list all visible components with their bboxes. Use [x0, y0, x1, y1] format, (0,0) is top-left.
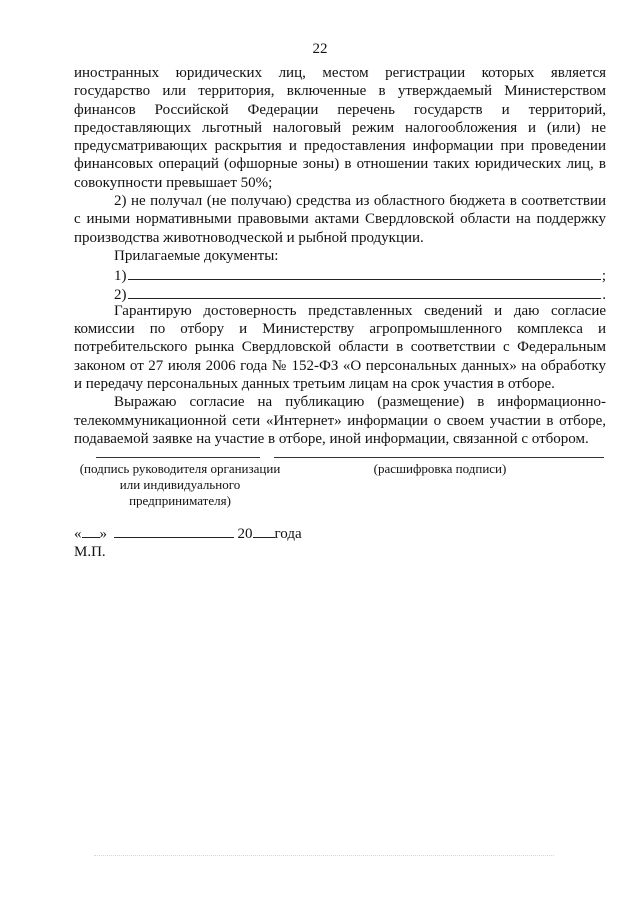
signature-caption: (подпись руководителя организации или индивидуального предпринимателя) — [79, 461, 281, 508]
signature-decoding-caption: (расшифровка подписи) — [373, 461, 507, 476]
year-blank — [253, 524, 275, 538]
date-close-quote: » — [99, 526, 107, 542]
footer-dotted-line — [94, 855, 554, 856]
paragraph-publication-consent: Выражаю согласие на публикацию (размещение) в информационно-телекоммуникационной сети «Интернет» информации о своем участии в отборе, подаваемой заявке на участие в отборе, иной информации, связанной с отбором. — [74, 394, 606, 447]
attachment-ending: ; — [601, 268, 606, 285]
date-line — [74, 524, 302, 543]
attachment-line-1 — [74, 265, 606, 283]
attachment-line-2 — [74, 284, 606, 302]
attachment-number: 1) — [114, 268, 127, 285]
stamp-label: М.П. — [74, 544, 106, 560]
attachments-heading: Прилагаемые документы: — [114, 247, 279, 264]
day-blank — [82, 524, 100, 538]
year-suffix: года — [274, 526, 302, 542]
attachment-ending: . — [602, 286, 606, 303]
attachment-blank — [128, 284, 602, 299]
month-blank — [114, 524, 234, 538]
paragraph-regional-budget: 2) не получал (не получаю) средства из областного бюджета в соответствии с иными нормативными правовыми актами Свердловской области на поддержку производства животноводческой и рыбной продукции. — [74, 193, 606, 246]
date-open-quote: « — [74, 526, 82, 542]
page-number: 22 — [312, 41, 328, 57]
document-body — [74, 64, 606, 448]
paragraph-offshore: иностранных юридических лиц, местом регистрации которых является государство или территория, включенные в утверждаемый Министерством финансов Российской Федерации перечень государств и территорий, предоставляющих льготный налоговый режим налогообложения и (или) не предусматривающих раскрытия и предоставления информации при проведении финансовых операций (офшорные зоны) в отношении таких юридических лиц, в совокупности превышает 50%; — [74, 65, 606, 191]
signature-decoding-line — [274, 457, 604, 458]
signature-line — [96, 457, 260, 458]
year-prefix: 20 — [237, 526, 253, 542]
paragraph-data-guarantee: Гарантирую достоверность представленных сведений и даю согласие комиссии по отбору и Министерству агропромышленного комплекса и потребительского рынка Свердловской области в соответствии с Федеральным законом от 27 июля 2006 года № 152-ФЗ «О персональных данных» на обработку и передачу персональных данных третьим лицам на срок участия в отборе. — [74, 302, 606, 393]
attachment-blank — [128, 265, 601, 280]
attachment-number: 2) — [114, 286, 127, 303]
